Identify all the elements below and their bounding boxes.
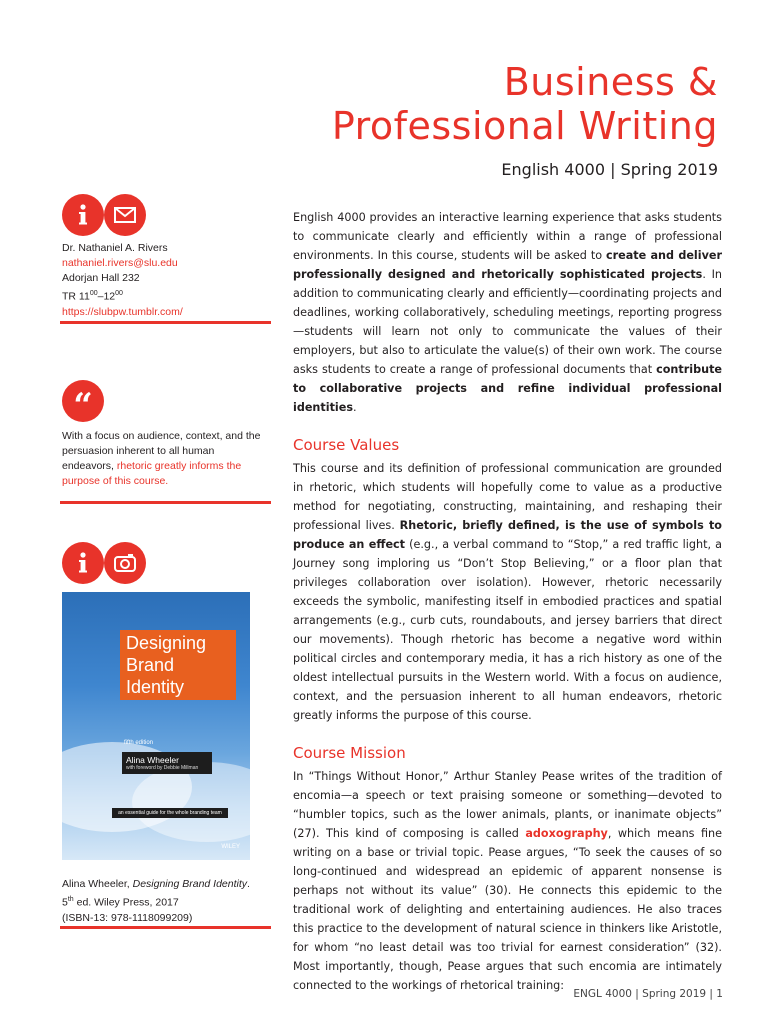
quote-text: With a focus on audience, context, and the persuasion inherent to all human endeavors, [62,430,261,472]
instructor-email[interactable]: nathaniel.rivers@slu.edu [62,257,178,269]
office-hours [62,286,267,305]
cover-foreword: with foreword by Debbie Millman [126,765,199,771]
intro-text: . In addition to communicating clearly and efficiently—coordinating projects and deadlines, working collaboratively, scheduling meetings, reporting progress—students will learn not only to communicate the values of their employers, but also to articulate the value(s) of their own work. The course asks students to create a range of professional documents that [293,268,722,376]
mail-icon [104,194,146,236]
cover-edition: fifth edition [124,740,154,746]
intro-bold: create and deliver professionally designed and rhetorically sophisticated projects [293,249,722,281]
cover-title-line: Brand [126,655,175,675]
caption-line-2 [62,892,267,911]
instructor-name: Dr. Nathaniel A. Rivers [62,242,168,254]
caption-edition-rest: ed. Wiley Press, 2017 [73,896,179,909]
main-content [293,208,722,995]
book-cover-image [62,592,250,860]
hours-start-sup: 00 [89,290,98,297]
caption-period: . [247,878,250,890]
info-icon [62,542,104,584]
caption-edition-num: 5 [62,896,68,909]
intro-paragraph [293,208,722,417]
office-location: Adorjan Hall 232 [62,272,140,284]
cover-publisher: WILEY [221,844,240,850]
cover-author [122,752,212,774]
intro-text: . [353,401,357,414]
cover-title [120,630,236,700]
quote-highlight: rhetoric greatly informs the purpose of this course. [62,460,242,487]
intro-bold: contribute to collaborative projects and refine individual professional identities [293,363,722,414]
section-divider [60,321,271,324]
title-line-1: Business & [503,60,718,104]
caption-isbn: (ISBN-13: 978-1118099209) [62,911,193,924]
book-caption [62,877,267,926]
mission-highlight: adoxography [525,827,608,840]
cover-title-line: Identity [126,677,185,697]
cover-author-name: Alina Wheeler [126,755,179,765]
course-mission-paragraph [293,767,722,995]
camera-icon [104,542,146,584]
values-text: (e.g., a verbal command to “Stop,” a red traffic light, a Journey song imploring us “Don’t Stop Believing,” or a floor plan that privileges collaboration over isolation). However, rhetoric necessarily exceeds the symbolic, manifesting itself in embodied practices and spatial arrangements (e.g., curb cuts, roundabouts, and jersey barriers that direct our movements). Though rhetoric has become a negative word within political circles and contemporary media, it has a rich history as one of the oldest intellectual pursuits in the Western world. With a focus on audience, context, and the persuasion inherent to all human endeavors, rhetoric greatly informs the purpose of this course. [293,538,722,722]
caption-title: Designing Brand Identity [132,878,248,890]
sidebar-quote [62,429,267,489]
contact-block [62,241,267,320]
values-text: This course and its definition of professional communication are grounded in rhetoric, which students will hopefully come to value as a productive method for negotiating, constructing, maintaining, and reshaping their professional lives. [293,462,722,532]
course-website-link[interactable]: https://slubpw.tumblr.com/ [62,305,183,318]
course-subtitle: English 4000 | Spring 2019 [501,160,718,179]
caption-edition-sup: th [67,896,74,903]
cover-tagline: an essential guide for the whole branding team [112,808,228,818]
mission-text: , which means fine writing on a base or trivial topic. Pease argues, “To seek the causes of so long-continued and widespread an epidemic of apparent nonsense is perhaps not without its value” (30). He connects this epidemic to the traditional work of delighting and entertaining audiences. He also traces this practice to the development of natural science in thinkers like Aristotle, for whom “no least detail was too trivial for earnest consideration” (32). Most importantly, though, Pease argues that such encomia are intimately connected to the workings of rhetorical training: [293,827,722,992]
page-title [332,60,718,148]
hours-end-sup: 00 [115,290,123,297]
mission-text: In “Things Without Honor,” Arthur Stanley Pease writes of the tradition of encomia—a speech or text praising someone or something—devoted to “humbler topics, such as the lower animals, plants, or inanimate objects” (27). This kind of composing is called [293,770,722,840]
course-values-paragraph [293,459,722,725]
hours-sep: –12 [97,290,116,303]
cover-title-line: Designing [126,633,207,653]
title-line-2: Professional Writing [331,104,718,148]
intro-text: English 4000 provides an interactive learning experience that asks students to communicate clearly and efficiently within a range of professional environments. In this course, students will be asked to [293,211,722,262]
values-bold: Rhetoric, briefly defined, is the use of symbols to produce an effect [293,519,722,551]
section-divider [60,926,271,929]
quote-icon: “ [62,380,104,422]
course-mission-heading: Course Mission [293,744,406,762]
page-footer: ENGL 4000 | Spring 2019 | 1 [573,988,723,1000]
info-icon [62,194,104,236]
caption-line-1 [62,877,267,892]
hours-prefix: TR 11 [62,290,90,303]
course-values-heading: Course Values [293,436,400,454]
caption-author: Alina Wheeler, [62,878,133,890]
section-divider [60,501,271,504]
